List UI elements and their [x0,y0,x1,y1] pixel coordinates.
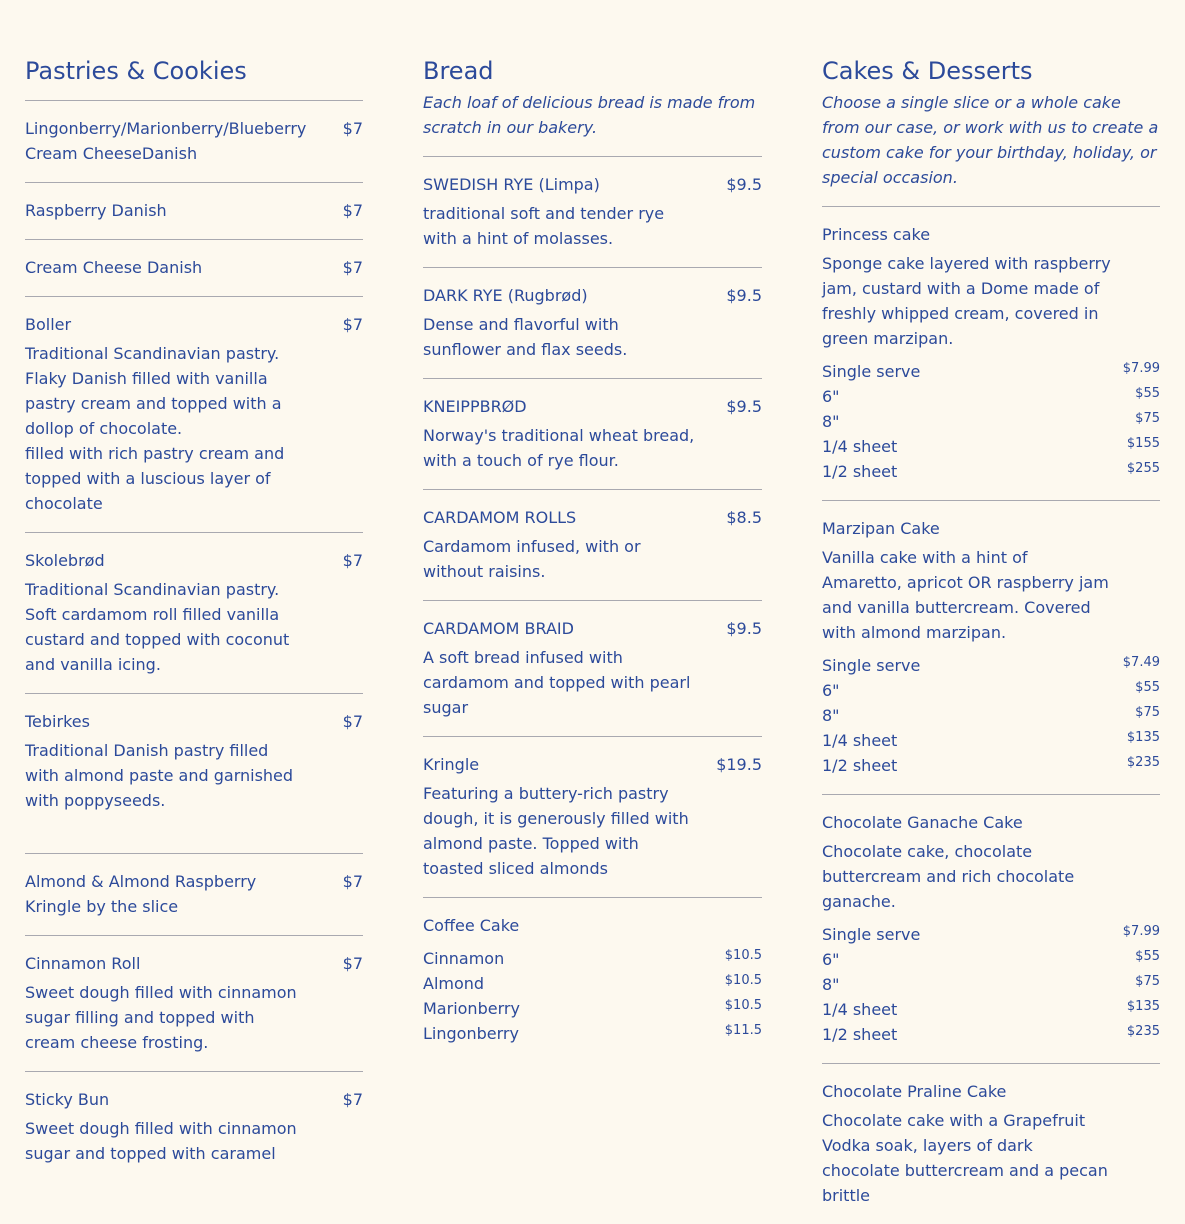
option-label: Lingonberry [423,1024,519,1043]
size-row [822,678,1160,703]
size-price: $135 [1126,730,1160,745]
item-description: Sweet dough filled with cinnamon sugar and topped with caramel [25,1119,297,1163]
menu-item [25,694,363,854]
option-price: $11.5 [724,1023,762,1038]
size-label: 8" [822,412,840,431]
item-description: Cardamom infused, with or without raisins. [423,537,641,581]
item-name: Chocolate Praline Cake [822,1082,1007,1101]
size-label: 6" [822,681,840,700]
option-row [423,996,762,1021]
menu-item-coffee-cake [423,898,762,1062]
item-price: $7 [342,872,363,891]
item-name: Skolebrød [25,551,105,570]
item-name: Sticky Bun [25,1090,110,1109]
size-label: 8" [822,706,840,725]
size-label: 1/4 sheet [822,731,898,750]
size-price: $75 [1135,705,1160,720]
option-label: Almond [423,974,485,993]
item-description: Norway's traditional wheat bread, with a touch of rye flour. [423,426,695,470]
size-list [822,653,1160,778]
option-row [423,1021,762,1046]
menu-item [25,936,363,1072]
item-name: Chocolate Ganache Cake [822,813,1023,832]
option-row [423,946,762,971]
item-name: CARDAMOM BRAID [423,619,574,638]
menu-item [25,854,363,936]
size-label: 6" [822,387,840,406]
menu-item [25,533,363,694]
size-label: Single serve [822,925,921,944]
size-row [822,1022,1160,1047]
pastries-section [25,56,363,1182]
option-price: $10.5 [724,973,762,988]
item-description: Traditional Danish pastry filled with almond paste and garnished with poppyseeds. [25,741,294,810]
item-price: $8.5 [726,508,762,527]
item-price: $7 [342,201,363,220]
item-name: Kringle [423,755,480,774]
size-price: $255 [1126,461,1160,476]
item-description: traditional soft and tender rye with a hint of molasses. [423,204,665,248]
section-title: Bread [423,57,494,85]
size-price: $75 [1135,974,1160,989]
section-title: Pastries & Cookies [25,56,363,101]
size-label: 8" [822,975,840,994]
size-label: 6" [822,950,840,969]
item-name: DARK RYE (Rugbrød) [423,286,588,305]
option-price: $10.5 [724,948,762,963]
item-name: Cream Cheese Danish [25,258,203,277]
size-row [822,972,1160,997]
option-label: Marionberry [423,999,520,1018]
item-name: Coffee Cake [423,916,520,935]
size-price: $7.99 [1122,924,1160,939]
section-title: Cakes & Desserts [822,57,1033,85]
size-label: 1/4 sheet [822,437,898,456]
option-row [423,971,762,996]
size-price: $55 [1135,386,1160,401]
size-row [822,384,1160,409]
menu-item [822,795,1160,1064]
size-row [822,922,1160,947]
menu-item [423,379,762,490]
option-label: Cinnamon [423,949,505,968]
size-label: 1/2 sheet [822,756,898,775]
item-description: Sponge cake layered with raspberry jam, custard with a Dome made of freshly whipped cream, covered in green marzipan. [822,254,1111,348]
item-name: Raspberry Danish [25,201,167,220]
item-description: Chocolate cake, chocolate buttercream and rich chocolate ganache. [822,842,1075,911]
item-description: Dense and flavorful with sunflower and flax seeds. [423,315,628,359]
item-name: SWEDISH RYE (Limpa) [423,175,600,194]
item-name: Almond & Almond Raspberry Kringle by the slice [25,872,257,916]
size-row [822,997,1160,1022]
section-intro: Each loaf of delicious bread is made from scratch in our bakery. [423,90,762,157]
size-row [822,703,1160,728]
size-label: Single serve [822,656,921,675]
size-row [822,359,1160,384]
menu-item [822,1064,1160,1224]
item-price: $7 [342,954,363,973]
size-list [822,359,1160,484]
menu-item [25,183,363,240]
menu-item [822,501,1160,795]
size-row [822,753,1160,778]
menu-item [25,1072,363,1182]
cakes-section [822,56,1160,1224]
section-intro: Choose a single slice or a whole cake from our case, or work with us to create a custom cake for your birthday, holiday, or special occasion. [822,90,1160,207]
spacer [25,813,363,837]
size-row [822,653,1160,678]
item-price: $9.5 [726,397,762,416]
item-name: Lingonberry/Marionberry/Blueberry Cream CheeseDanish [25,119,307,163]
menu-item [423,490,762,601]
item-description: Traditional Scandinavian pastry. Soft cardamom roll filled vanilla custard and topped with coconut and vanilla icing. [25,580,290,674]
item-description: Chocolate cake with a Grapefruit Vodka soak, layers of dark chocolate buttercream and a pecan brittle [822,1111,1108,1205]
size-label: 1/2 sheet [822,462,898,481]
item-price: $7 [342,258,363,277]
size-price: $135 [1126,999,1160,1014]
size-price: $7.99 [1122,361,1160,376]
size-label: Single serve [822,362,921,381]
item-price: $7 [342,712,363,731]
item-name: Princess cake [822,225,931,244]
item-description: Vanilla cake with a hint of Amaretto, apricot OR raspberry jam and vanilla buttercream. Covered with almond marzipan. [822,548,1109,642]
item-price: $7 [342,1090,363,1109]
menu-item [423,601,762,737]
item-name: Boller [25,315,72,334]
size-label: 1/4 sheet [822,1000,898,1019]
item-price: $7 [342,119,363,138]
item-description: Sweet dough filled with cinnamon sugar filling and topped with cream cheese frosting. [25,983,297,1052]
item-price: $9.5 [726,175,762,194]
size-list [822,922,1160,1047]
item-description: Featuring a buttery-rich pastry dough, it is generously filled with almond paste. Topped with toasted sliced almonds [423,784,689,878]
item-description: Traditional Scandinavian pastry. Flaky Danish filled with vanilla pastry cream and topped with a dollop of chocolate. [25,344,282,438]
size-row [822,728,1160,753]
size-row [822,409,1160,434]
size-price: $55 [1135,680,1160,695]
item-name: Tebirkes [25,712,90,731]
size-price: $7.49 [1122,655,1160,670]
item-description-extra: filled with rich pastry cream and topped with a luscious layer of chocolate [25,444,285,513]
item-description: A soft bread infused with cardamom and topped with pearl sugar [423,648,691,717]
bread-section [423,56,762,1062]
size-price: $235 [1126,755,1160,770]
item-price: $19.5 [716,755,762,774]
menu-item [25,240,363,297]
size-row [822,459,1160,484]
item-price: $9.5 [726,286,762,305]
size-price: $55 [1135,949,1160,964]
size-price: $75 [1135,411,1160,426]
size-price: $155 [1126,436,1160,451]
item-price: $9.5 [726,619,762,638]
option-price: $10.5 [724,998,762,1013]
menu-item [822,207,1160,501]
menu-item [423,157,762,268]
menu-item [423,268,762,379]
size-row [822,434,1160,459]
item-price: $7 [342,315,363,334]
item-name: KNEIPPBRØD [423,397,527,416]
menu-item [423,737,762,898]
item-name: CARDAMOM ROLLS [423,508,577,527]
size-label: 1/2 sheet [822,1025,898,1044]
item-name: Cinnamon Roll [25,954,141,973]
menu-item [25,297,363,533]
size-price: $235 [1126,1024,1160,1039]
item-name: Marzipan Cake [822,519,940,538]
size-row [822,947,1160,972]
item-price: $7 [342,551,363,570]
menu-item [25,101,363,183]
option-list [423,946,762,1046]
